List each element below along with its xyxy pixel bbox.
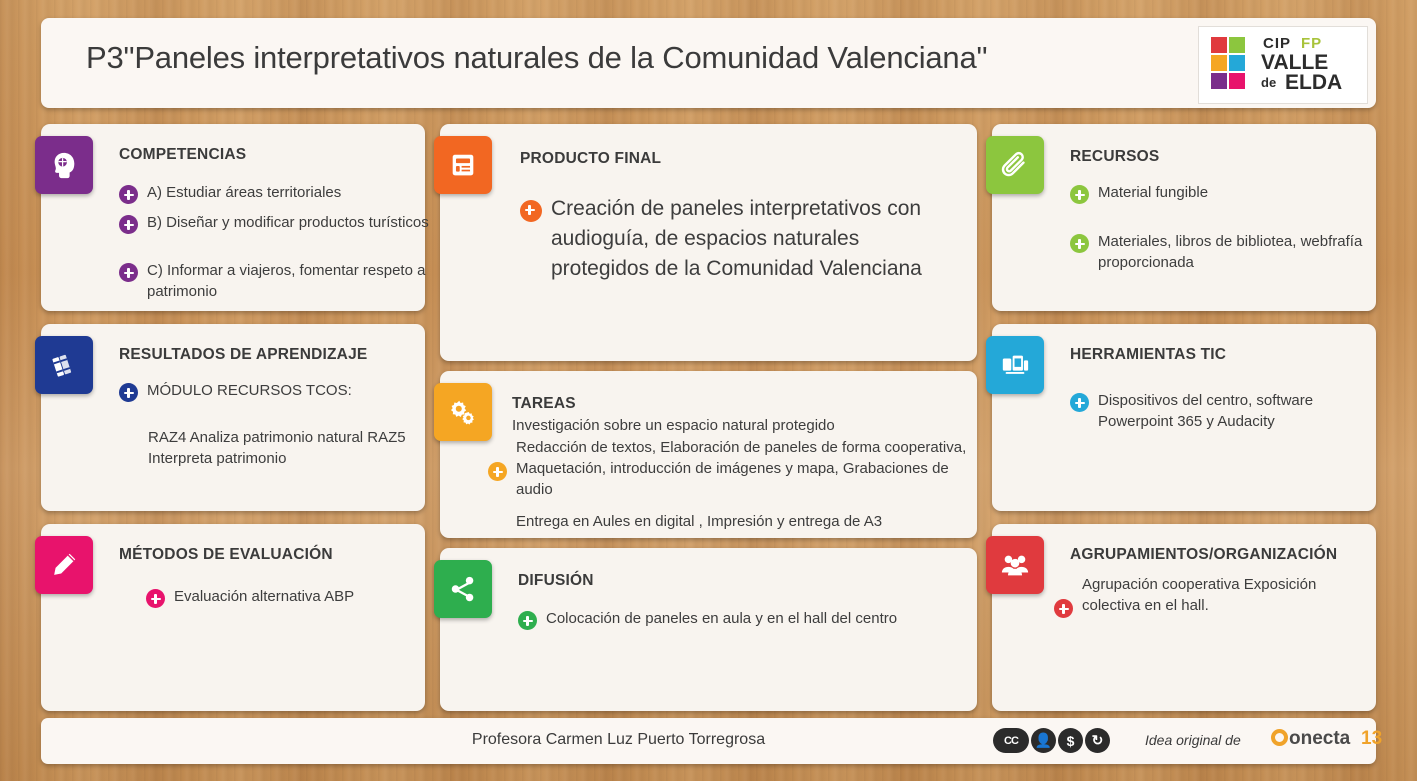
- card-herramientas-tic: [992, 324, 1376, 511]
- plus-bullet-icon: [146, 589, 165, 608]
- card-title-metodos: MÉTODOS DE EVALUACIÓN: [119, 546, 333, 563]
- plus-bullet-icon: [518, 611, 537, 630]
- plus-bullet-icon: [1070, 185, 1089, 204]
- logo-text-elda: ELDA: [1285, 71, 1343, 94]
- plus-bullet-icon: [119, 383, 138, 402]
- plus-bullet-icon: [1070, 393, 1089, 412]
- cc-sa-icon: ↻: [1085, 728, 1110, 753]
- logo-square-pink: [1229, 73, 1245, 89]
- list-item: [1070, 231, 1365, 273]
- footer-idea-label: Idea original de: [1145, 732, 1241, 748]
- logo-text-cip: CIP: [1263, 35, 1292, 52]
- logo-square-purple: [1211, 73, 1227, 89]
- list-item-label: Material fungible: [1098, 184, 1209, 201]
- devices-icon: [986, 336, 1044, 394]
- gears-icon: [434, 383, 492, 441]
- list-item-label: C) Informar a viajeros, fomentar respeto a patrimonio: [147, 262, 426, 300]
- conecta-brand: [1271, 728, 1350, 750]
- conecta-c-icon: [1271, 729, 1288, 746]
- card-title-agrupamientos: AGRUPAMIENTOS/ORGANIZACIÓN: [1070, 546, 1338, 563]
- card-title-producto-final: PRODUCTO FINAL: [520, 150, 662, 167]
- books-icon: [35, 336, 93, 394]
- tareas-line-top: Investigación sobre un espacio natural protegido: [512, 417, 835, 434]
- card-title-resultados: RESULTADOS DE APRENDIZAJE: [119, 346, 368, 363]
- list-item-label: MÓDULO RECURSOS TCOS:: [147, 382, 352, 399]
- logo-square-red: [1211, 37, 1227, 53]
- list-item-label: Agrupación cooperativa Exposición colectiva en el hall.: [1082, 576, 1317, 614]
- plus-bullet-icon: [488, 462, 507, 481]
- card-title-herramientas: HERRAMIENTAS TIC: [1070, 346, 1227, 363]
- list-item-label: B) Diseñar y modificar productos turísticos: [147, 214, 429, 231]
- list-item: [119, 380, 419, 402]
- list-item-label: Colocación de paneles en aula y en el hall del centro: [546, 610, 898, 627]
- cc-nc-icon: $: [1058, 728, 1083, 753]
- list-item: [518, 608, 938, 630]
- card-metodos-evaluacion: [41, 524, 425, 711]
- list-item-label: Materiales, libros de bibliotea, webfrafía proporcionada: [1098, 233, 1363, 271]
- list-item: [119, 212, 429, 234]
- list-item: [1070, 182, 1360, 204]
- card-resultados-aprendizaje: [41, 324, 425, 511]
- logo-text-fp: FP: [1301, 35, 1323, 52]
- brain-head-icon: [35, 136, 93, 194]
- card-recursos: [992, 124, 1376, 311]
- logo-square-orange: [1211, 55, 1227, 71]
- header-bar: [41, 18, 1376, 108]
- plus-bullet-icon: [1054, 599, 1073, 618]
- producto-final-text: Creación de paneles interpretativos con audioguía, de espacios naturales protegidos de la Comunidad Valenciana: [551, 197, 922, 280]
- producto-final-body: [520, 194, 960, 284]
- list-item-label: A) Estudiar áreas territoriales: [147, 184, 342, 201]
- school-logo: [1198, 26, 1368, 104]
- card-competencias: [41, 124, 429, 311]
- card-tareas: [440, 371, 977, 538]
- creative-commons-icons: [993, 728, 1110, 753]
- list-item: [1070, 390, 1365, 432]
- list-item: [146, 586, 416, 608]
- card-title-competencias: COMPETENCIAS: [119, 146, 247, 163]
- logo-square-green: [1229, 37, 1245, 53]
- list-item-label: Redacción de textos, Elaboración de paneles de forma cooperativa, Maquetación, introducción de imágenes y mapa, Grabaciones de audio: [516, 439, 967, 498]
- list-item-label: Evaluación alternativa ABP: [174, 588, 355, 605]
- card-title-difusion: DIFUSIÓN: [518, 572, 594, 589]
- card-producto-final: [440, 124, 977, 361]
- page-title: P3"Paneles interpretativos naturales de la Comunidad Valenciana": [86, 40, 988, 75]
- plus-bullet-icon: [1070, 234, 1089, 253]
- cc-by-icon: 👤: [1031, 728, 1056, 753]
- card-agrupamientos: [992, 524, 1376, 711]
- list-item: [119, 260, 429, 302]
- footer-bar: [41, 718, 1383, 764]
- plus-bullet-icon: [119, 215, 138, 234]
- logo-text-valle: VALLE: [1261, 51, 1329, 74]
- people-icon: [986, 536, 1044, 594]
- conecta-brand-number: 13: [1361, 728, 1383, 749]
- cc-icon: CC: [993, 728, 1029, 753]
- plus-bullet-icon: [119, 185, 138, 204]
- logo-text-de: de: [1261, 75, 1277, 90]
- document-icon: [434, 136, 492, 194]
- plus-bullet-icon: [119, 263, 138, 282]
- list-item-label: Dispositivos del centro, software Powerpoint 365 y Audacity: [1098, 392, 1314, 430]
- logo-square-blue: [1229, 55, 1245, 71]
- tareas-line-bottom: Entrega en Aules en digital , Impresión y entrega de A3: [516, 513, 883, 530]
- card-title-recursos: RECURSOS: [1070, 148, 1160, 165]
- card-difusion: [440, 548, 977, 711]
- resultados-detail-text: RAZ4 Analiza patrimonio natural RAZ5 Interpreta patrimonio: [148, 429, 406, 467]
- conecta-brand-label: onecta: [1289, 728, 1351, 749]
- list-item: [1054, 574, 1364, 618]
- paperclip-icon: [986, 136, 1044, 194]
- list-item: [119, 182, 419, 204]
- plus-bullet-icon: [520, 200, 542, 222]
- footer-author: Profesora Carmen Luz Puerto Torregrosa: [471, 731, 766, 748]
- share-icon: [434, 560, 492, 618]
- card-title-tareas: TAREAS: [512, 395, 576, 412]
- list-item: [488, 437, 968, 500]
- pencil-icon: [35, 536, 93, 594]
